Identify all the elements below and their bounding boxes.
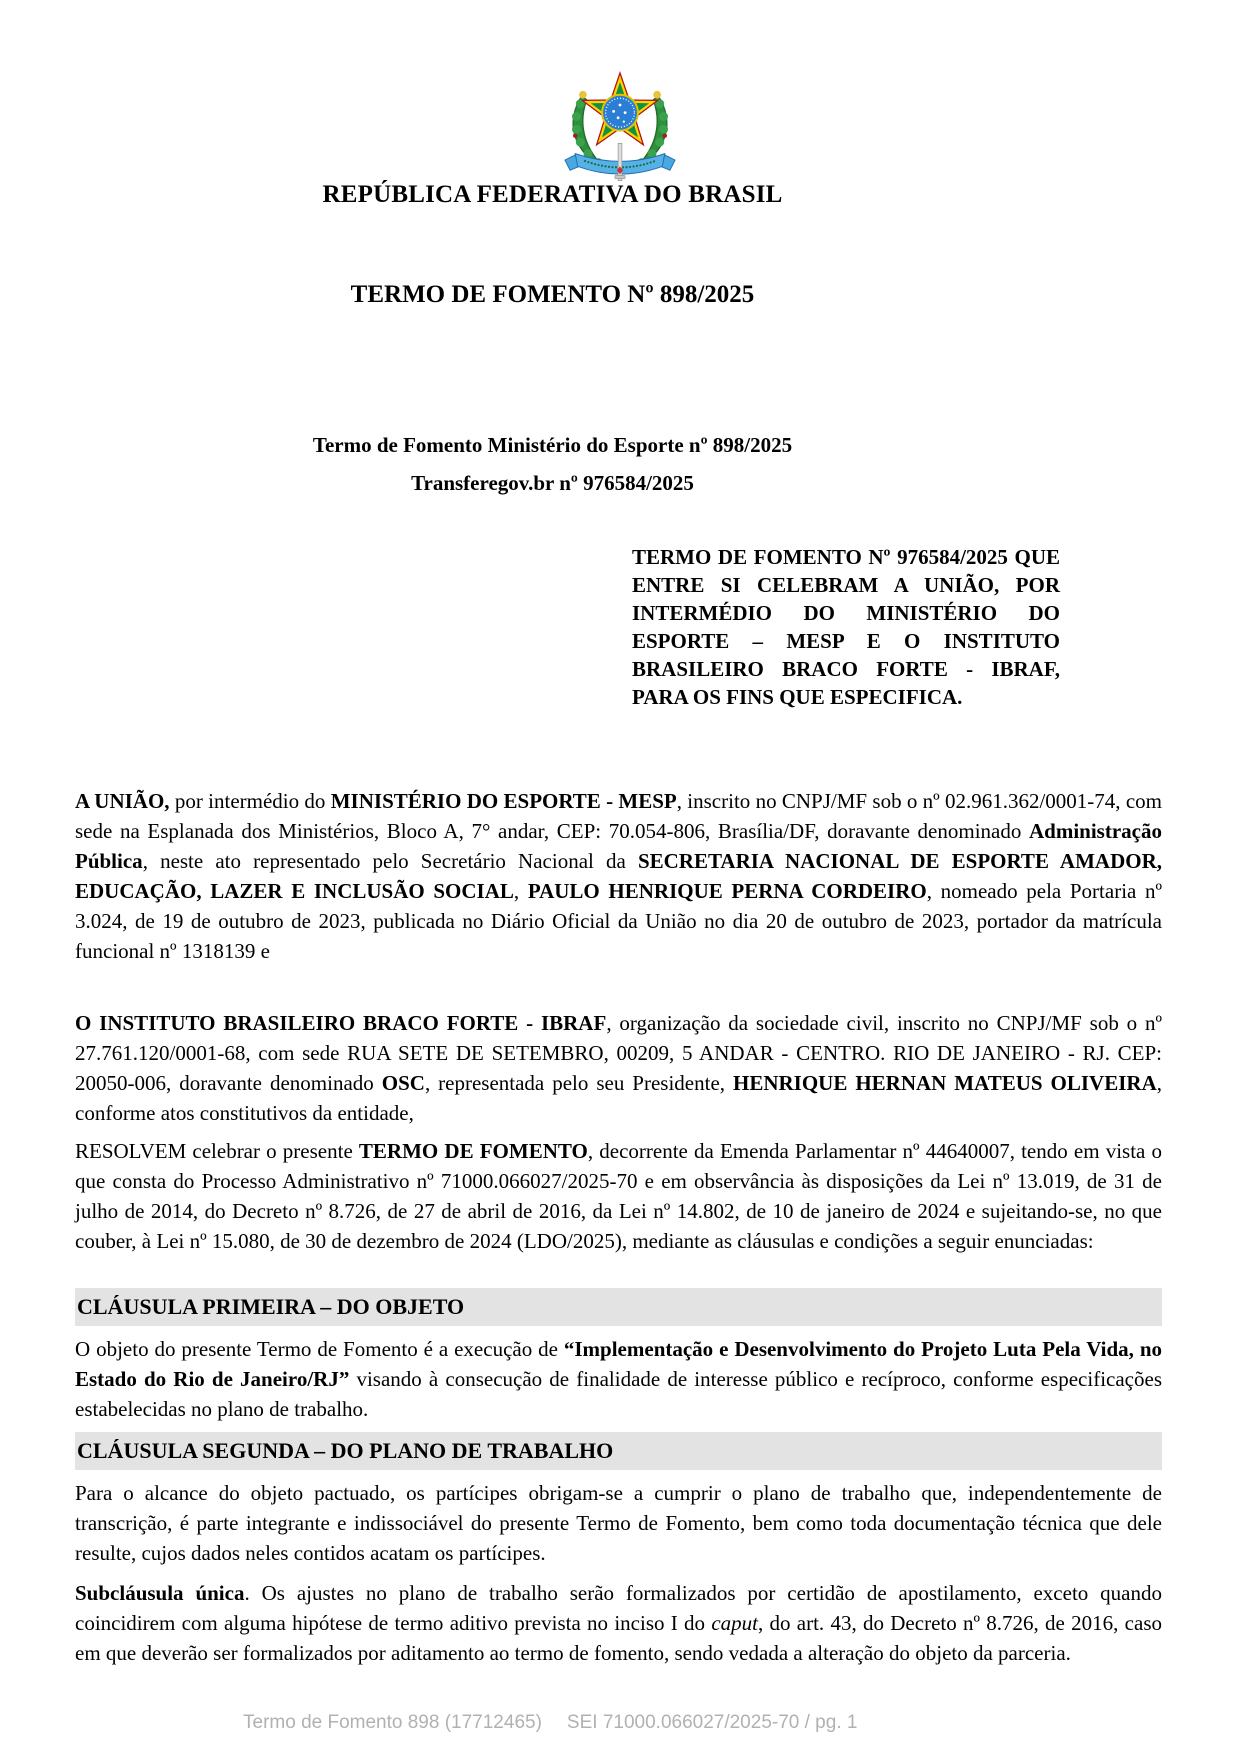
page-footer (243, 1712, 857, 1734)
paragraph-objeto: O objeto do presente Termo de Fomento é a execução de “Implementação e Desenvolvimento do Projeto Luta Pela Vida, no Estado do Rio de Janeiro/RJ” visando à consecução de finalidade de interesse público e recíproco, conforme especificações estabelecidas no plano de trabalho. (75, 1337, 1162, 1421)
paragraph-plano-de-trabalho: Para o alcance do objeto pactuado, os partícipes obrigam-se a cumprir o plano de trabalho que, independentemente de transcrição, é parte integrante e indissociável do presente Termo de Fomento, bem como toda documentação técnica que dele resulte, cujos dados neles contidos acatam os partícipes. (75, 1481, 1162, 1565)
footer-sei-page-reference: SEI 71000.066027/2025-70 / pg. 1 (566, 1712, 858, 1733)
document-title: TERMO DE FOMENTO Nº 898/2025 (350, 281, 755, 308)
paragraph-instituto-ibraf: O INSTITUTO BRASILEIRO BRACO FORTE - IBRAF, organização da sociedade civil, inscrito no CNPJ/MF sob o nº 27.761.120/0001-68, com sede RUA SETE DE SETEMBRO, 00209, 5 ANDAR - CENTRO. RIO DE JANEIRO - RJ. CEP: 20050-006, doravante denominado OSC, representada pelo seu Presidente, HENRIQUE HERNAN MATEUS OLIVEIRA, conforme atos constitutivos da entidade, (75, 1011, 1163, 1125)
brazil-coat-of-arms-icon (556, 52, 684, 190)
subtitle-line-2: Transferegov.br nº 976584/2025 (411, 471, 694, 495)
epigraph: TERMO DE FOMENTO Nº 976584/2025 QUE ENTRE SI CELEBRAM A UNIÃO, POR INTERMÉDIO DO MINISTÉRIO DO ESPORTE – MESP E O INSTITUTO BRASILEIRO BRACO FORTE - IBRAF, PARA OS FINS QUE ESPECIFICA. (632, 545, 1060, 709)
subtitle-line-1: Termo de Fomento Ministério do Esporte nº 898/2025 (312, 433, 793, 457)
section-header-clausula-primeira: CLÁUSULA PRIMEIRA – DO OBJETO (75, 1288, 1162, 1326)
paragraph-uniao-ministerio: A UNIÃO, por intermédio do MINISTÉRIO DO ESPORTE - MESP, inscrito no CNPJ/MF sob o nº 02.961.362/0001-74, com sede na Esplanada dos Ministérios, Bloco A, 7° andar, CEP: 70.054-806, Brasília/DF, doravante denominado Administração Pública, neste ato representado pelo Secretário Nacional da SECRETARIA NACIONAL DE ESPORTE AMADOR, EDUCAÇÃO, LAZER E INCLUSÃO SOCIAL, PAULO HENRIQUE PERNA CORDEIRO, nomeado pela Portaria nº 3.024, de 19 de outubro de 2023, publicada no Diário Oficial da União no dia 20 de outubro de 2023, portador da matrícula funcional nº 1318139 e (75, 789, 1163, 963)
footer-document-reference: Termo de Fomento 898 (17712465) (243, 1712, 542, 1733)
section-header-clausula-segunda: CLÁUSULA SEGUNDA – DO PLANO DE TRABALHO (75, 1432, 1162, 1470)
paragraph-subclausula-unica: Subcláusula única. Os ajustes no plano de trabalho serão formalizados por certidão de apostilamento, exceto quando coincidirem com alguma hipótese de termo aditivo prevista no inciso I do caput, do art. 43, do Decreto nº 8.726, de 2016, caso em que deverão ser formalizados por aditamento ao termo de fomento, sendo vedada a alteração do objeto da parceria. (75, 1581, 1162, 1665)
republic-title: REPÚBLICA FEDERATIVA DO BRASIL (322, 181, 783, 208)
paragraph-resolvem: RESOLVEM celebrar o presente TERMO DE FOMENTO, decorrente da Emenda Parlamentar nº 44640007, tendo em vista o que consta do Processo Administrativo nº 71000.066027/2025-70 e em observância às disposições da Lei nº 13.019, de 31 de julho de 2014, do Decreto nº 8.726, de 27 de abril de 2016, da Lei nº 14.802, de 10 de janeiro de 2024 e sujeitando-se, no que couber, à Lei nº 15.080, de 30 de dezembro de 2024 (LDO/2025), mediante as cláusulas e condições a seguir enunciadas: (75, 1139, 1163, 1253)
document-subtitle (75, 426, 1030, 502)
